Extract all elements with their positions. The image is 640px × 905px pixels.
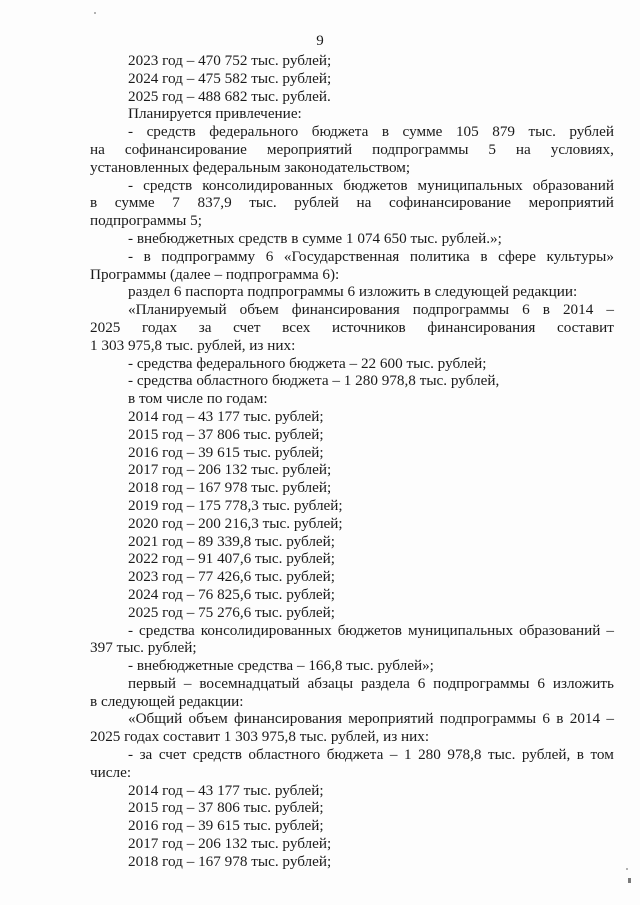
text-line: - средства федерального бюджета – 22 600 тыс. рублей; xyxy=(128,354,487,372)
word: финансирования xyxy=(233,710,342,728)
word: в xyxy=(556,710,564,728)
word: – xyxy=(606,621,614,639)
text-line: 397 тыс. рублей; xyxy=(90,639,197,657)
word: консолидированных xyxy=(202,176,334,194)
text-line-justified xyxy=(90,675,614,693)
word: в xyxy=(143,247,151,265)
word: в xyxy=(90,194,98,212)
scan-speck xyxy=(94,12,96,14)
word: финансирования xyxy=(291,301,400,319)
text-line-justified xyxy=(90,141,614,159)
word: 6 xyxy=(522,301,530,319)
word: тыс. xyxy=(528,123,556,141)
word: всех xyxy=(282,318,311,336)
word: за xyxy=(198,318,212,336)
word: в xyxy=(542,301,550,319)
word: сумме xyxy=(114,194,155,212)
word: объем xyxy=(239,301,279,319)
word: 978,8 xyxy=(447,746,482,764)
word: сумме xyxy=(402,123,443,141)
word: - xyxy=(128,247,134,265)
text-line: 2025 год – 75 276,6 тыс. рублей; xyxy=(128,603,336,621)
text-line-justified xyxy=(90,177,614,195)
text-line: числе: xyxy=(90,763,132,781)
text-line: 2024 год – 475 582 тыс. рублей; xyxy=(128,69,332,87)
text-line: - средства областного бюджета – 1 280 978,8 тыс. рублей, xyxy=(128,372,500,390)
word: федерального xyxy=(209,123,299,141)
text-line: 2015 год – 37 806 тыс. рублей; xyxy=(128,425,324,443)
word: за xyxy=(139,746,153,764)
word: на xyxy=(515,140,531,158)
text-line: 2025 годах составит 1 303 975,8 тыс. рублей, из них: xyxy=(90,728,430,746)
word: бюджета xyxy=(326,746,384,764)
word: бюджетов xyxy=(343,176,408,194)
text-line: в том числе по годам: xyxy=(128,390,268,408)
text-line-justified xyxy=(90,248,614,266)
text-line: 2018 год – 167 978 тыс. рублей; xyxy=(128,852,332,870)
word: областного xyxy=(248,746,321,764)
text-line: 2017 год – 206 132 тыс. рублей; xyxy=(128,835,332,853)
text-line: - внебюджетных средств в сумме 1 074 650 тыс. рублей.»; xyxy=(128,229,502,247)
text-line: 2016 год – 39 615 тыс. рублей; xyxy=(128,817,324,835)
text-line: - внебюджетные средства – 166,8 тыс. рублей»; xyxy=(128,657,434,675)
word: софинансирование xyxy=(124,140,247,158)
word: «Планируемый xyxy=(128,301,227,319)
word: бюджета xyxy=(311,123,369,141)
text-line: раздел 6 паспорта подпрограммы 6 изложить в следующей редакции: xyxy=(128,283,578,301)
text-line-justified xyxy=(90,123,614,141)
word: 1 xyxy=(403,746,412,764)
word: 7 xyxy=(172,194,180,212)
word: объем xyxy=(188,710,228,728)
text-line-justified xyxy=(90,710,614,728)
text-line: 1 303 975,8 тыс. рублей, из них: xyxy=(90,336,296,354)
word: в xyxy=(381,123,390,141)
word: консолидированных xyxy=(200,621,332,639)
word: 6 xyxy=(265,247,274,265)
text-line: 2024 год – 76 825,6 тыс. рублей; xyxy=(128,585,336,603)
document-body xyxy=(90,52,614,871)
word: в xyxy=(480,247,488,265)
word: муниципальных xyxy=(407,621,514,639)
word: – xyxy=(183,674,192,692)
word: образований xyxy=(519,621,601,639)
word: мероприятий xyxy=(266,140,353,158)
word: бюджетов xyxy=(337,621,402,639)
text-line: 2025 год – 488 682 тыс. рублей. xyxy=(128,87,331,105)
text-line: Программы (далее – подпрограмма 6): xyxy=(90,265,340,283)
word: подпрограммы xyxy=(439,710,537,728)
word: том xyxy=(590,746,614,764)
word: - xyxy=(128,621,134,639)
word: подпрограммы xyxy=(412,301,510,319)
word: - xyxy=(128,746,134,764)
text-line: 2017 год – 206 132 тыс. рублей; xyxy=(128,461,332,479)
text-line: 2023 год – 470 752 тыс. рублей; xyxy=(128,52,332,69)
word: 6 xyxy=(417,674,426,692)
text-line: Планируется привлечение: xyxy=(128,105,302,123)
word: подпрограммы xyxy=(372,140,469,158)
word: политика xyxy=(409,247,470,265)
text-line: 2015 год – 37 806 тыс. рублей; xyxy=(128,799,324,817)
word: счет xyxy=(158,746,187,764)
word: средств xyxy=(146,123,196,141)
word: – xyxy=(606,301,614,319)
text-line: 2023 год – 77 426,6 тыс. рублей; xyxy=(128,568,336,586)
text-line: 2014 год – 43 177 тыс. рублей; xyxy=(128,781,324,799)
text-line-justified xyxy=(90,746,614,764)
text-line: 2021 год – 89 339,8 тыс. рублей; xyxy=(128,532,336,550)
word: рублей xyxy=(569,123,614,141)
word: - xyxy=(128,176,134,194)
word: счет xyxy=(233,318,261,336)
text-line: 2016 год – 39 615 тыс. рублей; xyxy=(128,443,324,461)
word: мероприятий xyxy=(528,194,614,212)
word: мероприятий xyxy=(348,710,434,728)
word: «Общий xyxy=(128,710,183,728)
word: средства xyxy=(139,621,195,639)
word: 6 xyxy=(537,674,545,692)
text-line-justified xyxy=(90,301,614,319)
word: муниципальных xyxy=(417,176,523,194)
text-line: 2019 год – 175 778,3 тыс. рублей; xyxy=(128,496,343,514)
word: первый xyxy=(128,674,176,692)
word: изложить xyxy=(552,674,614,692)
word: 2014 xyxy=(569,710,601,728)
word: источников xyxy=(331,318,406,336)
word: составит xyxy=(556,318,614,336)
word: образований xyxy=(532,176,614,194)
word: - xyxy=(128,123,134,141)
word: подпрограммы xyxy=(433,674,530,692)
word: на xyxy=(356,194,372,212)
word: абзацы xyxy=(307,674,354,692)
word: 105 xyxy=(455,123,479,141)
scan-speck xyxy=(628,878,631,883)
word: 879 xyxy=(492,123,515,141)
word: сфере xyxy=(498,247,536,265)
word: рублей xyxy=(294,194,339,212)
word: 5 xyxy=(488,140,496,158)
word: 2025 xyxy=(90,318,121,336)
word: культуры» xyxy=(546,247,614,265)
word: тыс. xyxy=(488,746,516,764)
word: восемнадцатый xyxy=(199,674,300,692)
text-line-justified xyxy=(90,319,614,337)
word: – xyxy=(606,710,614,728)
text-line: подпрограммы 5; xyxy=(90,212,202,230)
text-line: в следующей редакции: xyxy=(90,692,244,710)
word: 6 xyxy=(542,710,550,728)
text-line-justified xyxy=(90,622,614,640)
scan-speck xyxy=(626,868,628,870)
text-line-justified xyxy=(90,194,614,212)
word: средств xyxy=(143,176,193,194)
word: 280 xyxy=(418,746,441,764)
word: рублей, xyxy=(521,746,571,764)
word: на xyxy=(90,140,105,158)
word: «Государственная xyxy=(283,247,400,265)
word: тыс. xyxy=(249,194,277,212)
text-line: установленных федеральным законодательством; xyxy=(90,158,411,176)
word: – xyxy=(389,746,398,764)
page-number: 9 xyxy=(316,33,324,49)
word: условиях, xyxy=(550,140,614,158)
text-line: 2018 год – 167 978 тыс. рублей; xyxy=(128,479,332,497)
word: раздела xyxy=(360,674,410,692)
word: подпрограмму xyxy=(161,247,256,265)
word: 2014 xyxy=(562,301,594,319)
word: средств xyxy=(192,746,242,764)
word: в xyxy=(576,746,584,764)
text-line: 2014 год – 43 177 тыс. рублей; xyxy=(128,407,324,425)
word: софинансирование xyxy=(388,194,512,212)
word: 837,9 xyxy=(197,194,232,212)
text-line: 2022 год – 91 407,6 тыс. рублей; xyxy=(128,550,336,568)
text-line: 2020 год – 200 216,3 тыс. рублей; xyxy=(128,514,343,532)
word: годах xyxy=(142,318,178,336)
word: финансирования xyxy=(427,318,536,336)
